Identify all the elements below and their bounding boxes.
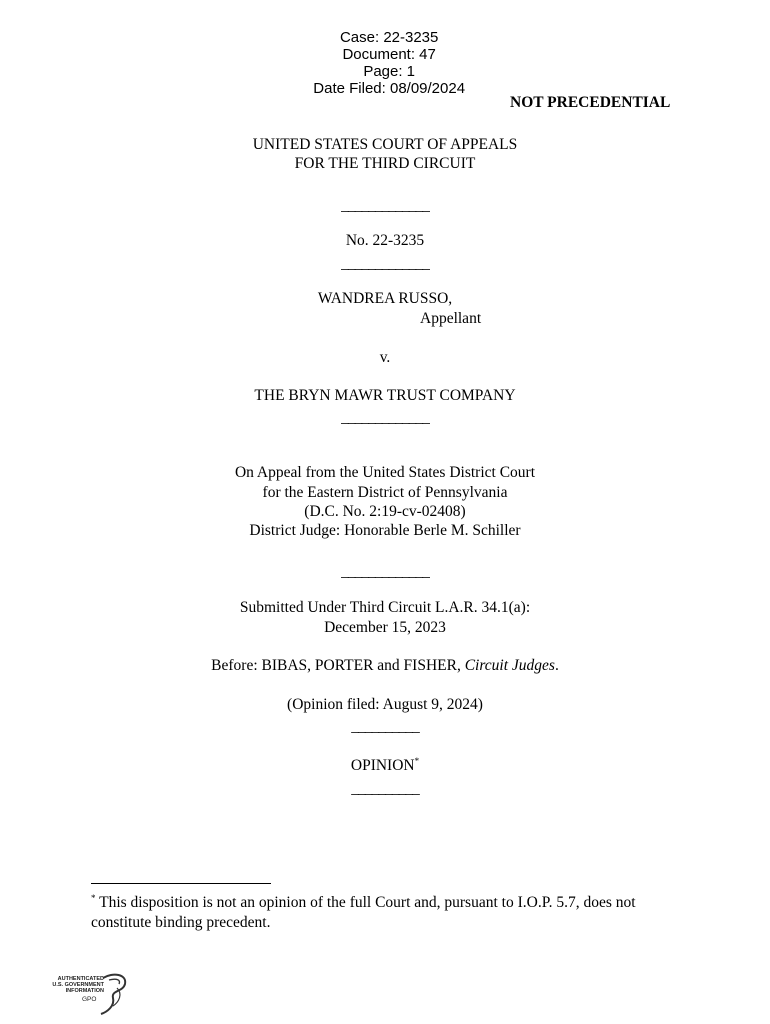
footnote-line1: This disposition is not an opinion of the full Court and, pursuant to I.O.P. 5.7, does not (99, 894, 636, 911)
gpo-authentication-logo (44, 972, 134, 1017)
opinion-title-text: OPINION (350, 757, 415, 774)
panel-title: Circuit Judges (464, 657, 555, 674)
court-name-line2: FOR THE THIRD CIRCUIT (294, 155, 476, 172)
opinion-title (0, 756, 770, 776)
footnote-divider (91, 883, 271, 884)
not-precedential-label: NOT PRECEDENTIAL (510, 94, 671, 111)
gpo-line1: AUTHENTICATED (57, 976, 104, 982)
separator: _____________ (341, 255, 429, 272)
appeal-info-line1: On Appeal from the United States District Court (234, 464, 536, 481)
gpo-logo-text (44, 976, 104, 994)
separator: __________ (351, 780, 419, 797)
eagle-icon (99, 972, 131, 1017)
submitted-line2: December 15, 2023 (324, 619, 446, 636)
separator: _____________ (341, 409, 429, 426)
submitted-line1: Submitted Under Third Circuit L.A.R. 34.1(a): (239, 599, 531, 616)
separator: _____________ (341, 563, 429, 580)
document-number-header: Document: 47 (342, 46, 436, 63)
court-name-line1: UNITED STATES COURT OF APPEALS (252, 136, 518, 153)
footnote-marker: * (91, 892, 96, 903)
page-number-header: Page: 1 (363, 63, 416, 80)
appeal-info-line2: for the Eastern District of Pennsylvania (262, 484, 508, 501)
versus: v. (379, 349, 391, 366)
separator: __________ (351, 718, 419, 735)
appellee-name: THE BRYN MAWR TRUST COMPANY (254, 387, 516, 404)
date-filed-header: Date Filed: 08/09/2024 (313, 80, 466, 97)
panel-prefix: Before: BIBAS, PORTER and FISHER, (211, 657, 465, 674)
separator: _____________ (341, 197, 429, 214)
panel-suffix: . (554, 657, 559, 674)
case-number: No. 22-3235 (345, 232, 425, 249)
gpo-line2: U.S. GOVERNMENT (52, 982, 104, 988)
footnote (91, 893, 691, 933)
gpo-abbr: GPO (82, 996, 97, 1003)
footnote-line2: constitute binding precedent. (91, 914, 271, 931)
footnote-reference: * (414, 755, 420, 766)
appellant-role: Appellant (420, 310, 482, 327)
gpo-line3: INFORMATION (65, 988, 104, 994)
case-number-header: Case: 22-3235 (339, 29, 439, 46)
appellant-name: WANDREA RUSSO, (317, 290, 453, 307)
appeal-info-line4: District Judge: Honorable Berle M. Schiller (249, 522, 521, 539)
opinion-filed-date: (Opinion filed: August 9, 2024) (287, 696, 483, 713)
filing-header (0, 12, 770, 97)
appeal-info-line3: (D.C. No. 2:19-cv-02408) (304, 503, 466, 520)
panel-judges (0, 656, 770, 676)
